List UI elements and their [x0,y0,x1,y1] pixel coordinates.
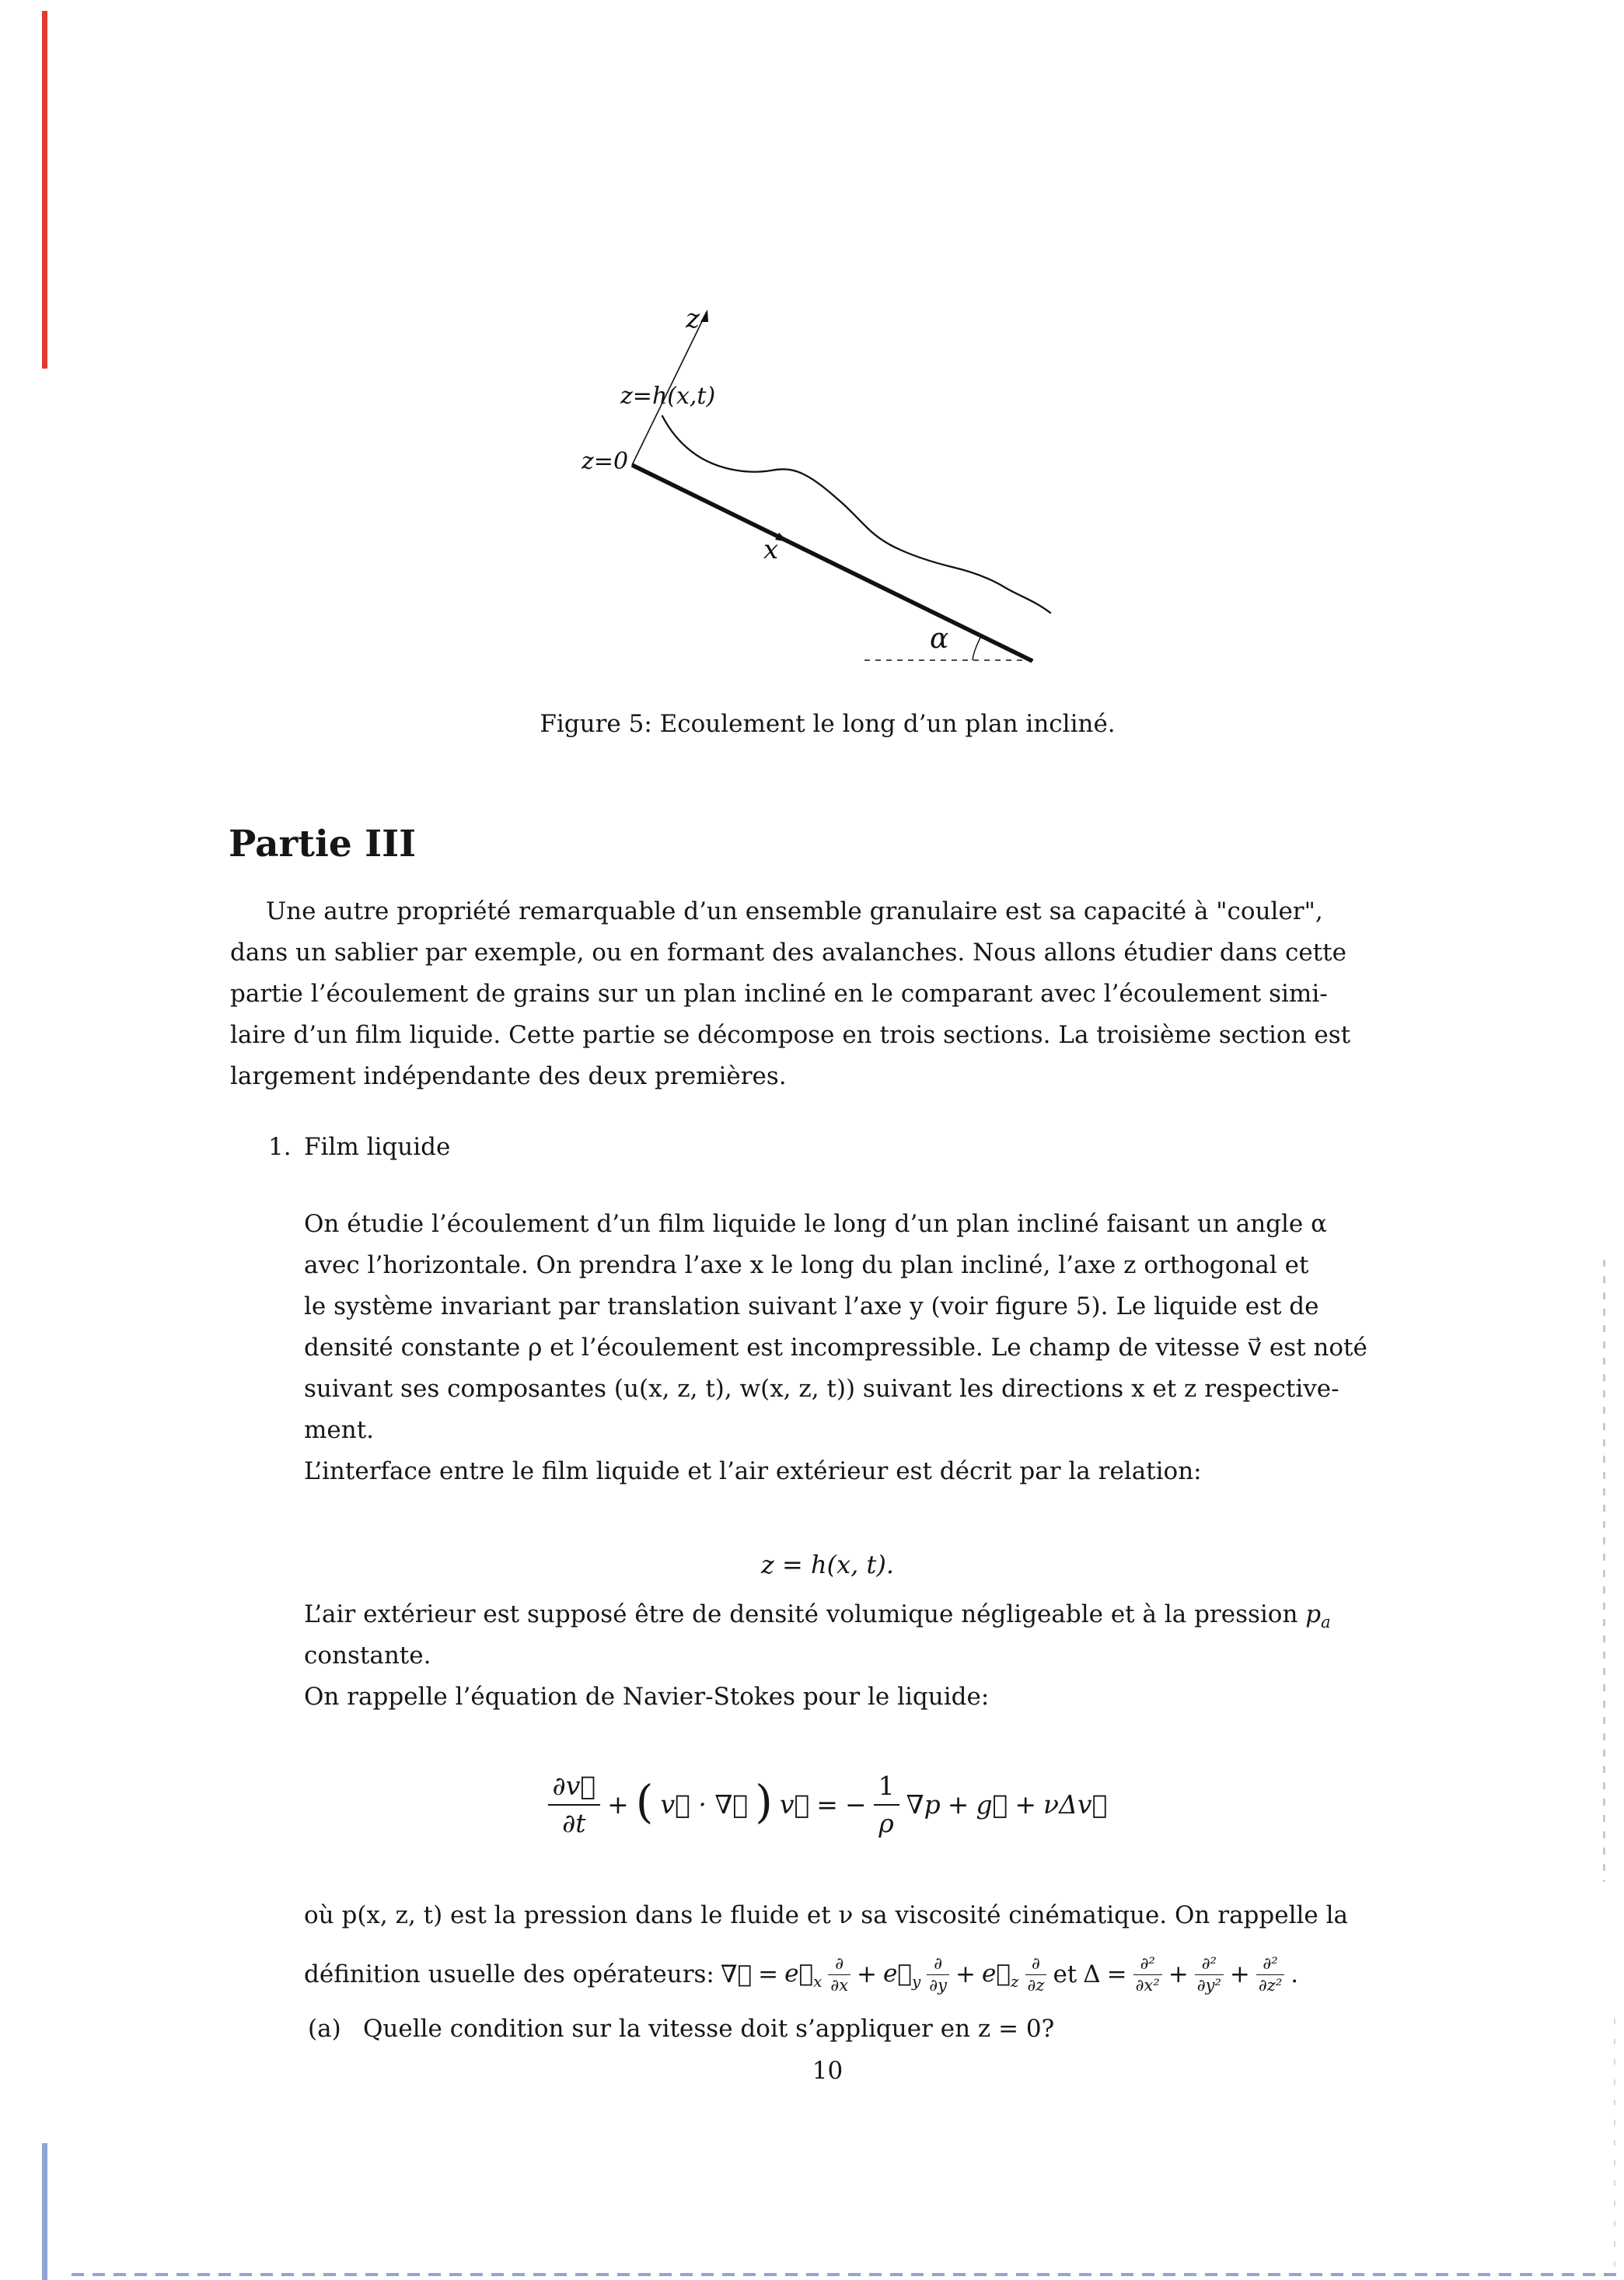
x-axis-label: x [763,534,779,565]
paragraph-line: largement indépendante des deux premières. [230,1062,787,1090]
body-paragraph-3 [304,1895,1426,1936]
partial-x-fraction: $\frac{\partial}{\partial x}$ [828,1954,850,1995]
scan-artifact-gray-line-right [1603,1260,1605,1882]
paragraph-lines [304,1635,1426,1718]
body-paragraph-2 [304,1594,1426,1718]
operators-definition-line: définition usuelle des opérateurs: ∇⃗ = $e⃗_x$ $\frac{\partial}{\partial x}$ + $e⃗_y$ $\frac{\partial}{\partial y}$ + $e⃗_z$ $\frac{\partial}{\partial z}$ et Δ = $\frac{\text{∂²}}{\text{∂x²}}$ + $\frac{\text{∂²}}{\text{∂y²}}$ + $\frac{\text{∂²}}{\text{∂z²}}$ . [304,1953,1299,1995]
laplacian-symbol: Δ [1083,1960,1101,1988]
paragraph-line: L’interface entre le film liquide et l’air extérieur est décrit par la relation: [304,1457,1202,1485]
scan-artifact-blue-line-bottom [72,2273,1624,2276]
z-axis-label: z [686,303,700,334]
partial-z-fraction: $\frac{\partial}{\partial z}$ [1025,1954,1047,1995]
paragraph-line: où p(x, z, t) est la pression dans le fluide et ν sa viscosité cinématique. On rappelle la [304,1901,1349,1929]
paragraph-line: constante. [304,1642,431,1670]
et-word: et [1053,1960,1077,1988]
paragraph-line: densité constante ρ et l’écoulement est incompressible. Le champ de vitesse v⃗ est noté [304,1334,1367,1362]
viscous-term: νΔv⃗ [1043,1789,1108,1820]
scan-artifact-gray-line-right-2 [1614,2019,1615,2280]
interface-equation: z = h(x, t). [760,1550,894,1579]
time-derivative-fraction: $\frac{\partial v⃗}{\partial t}$ [548,1771,601,1838]
z-axis-arrowhead [700,309,708,322]
paragraph-line: On étudie l’écoulement d’un film liquide le long d’un plan incliné faisant un angle α [304,1210,1328,1238]
second-partial-y-fraction: $\frac{\text{∂²}}{\text{∂y²}}$ [1195,1954,1224,1995]
intro-paragraph [230,891,1425,1097]
paragraph-line: ment. [304,1416,375,1444]
paragraph-line: partie l’écoulement de grains sur un plan incliné en le comparant avec l’écoulement simi- [230,980,1328,1008]
figure-caption: Figure 5: Ecoulement le long d’un plan incliné. [540,710,1116,738]
equals-sign: = [816,1789,838,1820]
question-text: Quelle condition sur la vitesse doit s’appliquer en z = 0? [363,2015,1055,2043]
gravity-vector: g⃗ [976,1789,1008,1820]
inverse-density-fraction: $\frac{1}{\rho}$ [874,1771,899,1838]
plus-operator: + [1015,1789,1037,1820]
paragraph-line: dans un sablier par exemple, ou en formant des avalanches. Nous allons étudier dans cette [230,939,1346,967]
plus-operator: + [947,1789,969,1820]
body-paragraph-1 [304,1204,1426,1492]
paragraph-line: suivant ses composantes (u(x, z, t), w(x, z, t)) suivant les directions x et z respective- [304,1375,1339,1403]
paragraph-text: L’air extérieur est supposé être de densité volumique négligeable et à la pression [304,1600,1306,1628]
section-heading: Partie III [229,823,417,865]
angle-arc [973,636,981,660]
list-item-number: 1. [268,1133,292,1161]
scan-artifact-red-line [42,11,47,369]
second-partial-z-fraction: $\frac{\text{∂²}}{\text{∂z²}}$ [1256,1954,1284,1995]
right-paren: ) [755,1775,773,1828]
paragraph-text: définition usuelle des opérateurs: [304,1960,714,1988]
scan-artifact-blue-line-left [42,2143,47,2280]
origin-label: z=0 [581,448,629,475]
pressure-symbol: p [1305,1600,1322,1628]
question-label: (a) [308,2015,341,2043]
surface-equation-label: z=h(x,t) [620,383,716,410]
unit-vector-y: $e⃗_y$ [883,1959,921,1992]
page-number: 10 [812,2057,843,2085]
navier-stokes-equation [230,1750,1425,1859]
list-item-title: Film liquide [304,1133,451,1161]
question-a [308,2009,1054,2050]
advection-term: v⃗ · ∇⃗ [660,1789,749,1820]
velocity-vector: v⃗ [779,1789,810,1820]
paragraph-line [304,1594,1426,1635]
paragraph-line: laire d’un film liquide. Cette partie se décompose en trois sections. La troisième section est [230,1021,1351,1049]
minus-sign: − [844,1789,867,1820]
paragraph-line: Une autre propriété remarquable d’un ensemble granulaire est sa capacité à "couler", [266,897,1323,925]
partial-y-fraction: $\frac{\partial}{\partial y}$ [927,1954,949,1995]
pressure-gradient: ∇p [906,1789,941,1820]
paragraph-line: avec l’horizontale. On prendra l’axe x le long du plan incliné, l’axe z orthogonal et [304,1251,1309,1279]
left-paren: ( [635,1775,654,1828]
list-item [268,1127,450,1168]
paragraph-line: On rappelle l’équation de Navier-Stokes pour le liquide: [304,1683,990,1711]
liquid-surface-curve [662,416,1050,613]
plus-operator: + [607,1789,629,1820]
pressure-subscript: a [1321,1613,1331,1631]
nabla-vector: ∇⃗ [720,1960,753,1988]
unit-vector-x: $e⃗_x$ [784,1959,822,1992]
paragraph-line: le système invariant par translation suivant l’axe y (voir figure 5). Le liquide est de [304,1292,1319,1320]
unit-vector-z: $e⃗_z$ [982,1959,1019,1992]
angle-label: α [930,623,949,655]
second-partial-x-fraction: $\frac{\text{∂²}}{\text{∂x²}}$ [1133,1954,1162,1995]
figure-diagram [575,295,1065,669]
